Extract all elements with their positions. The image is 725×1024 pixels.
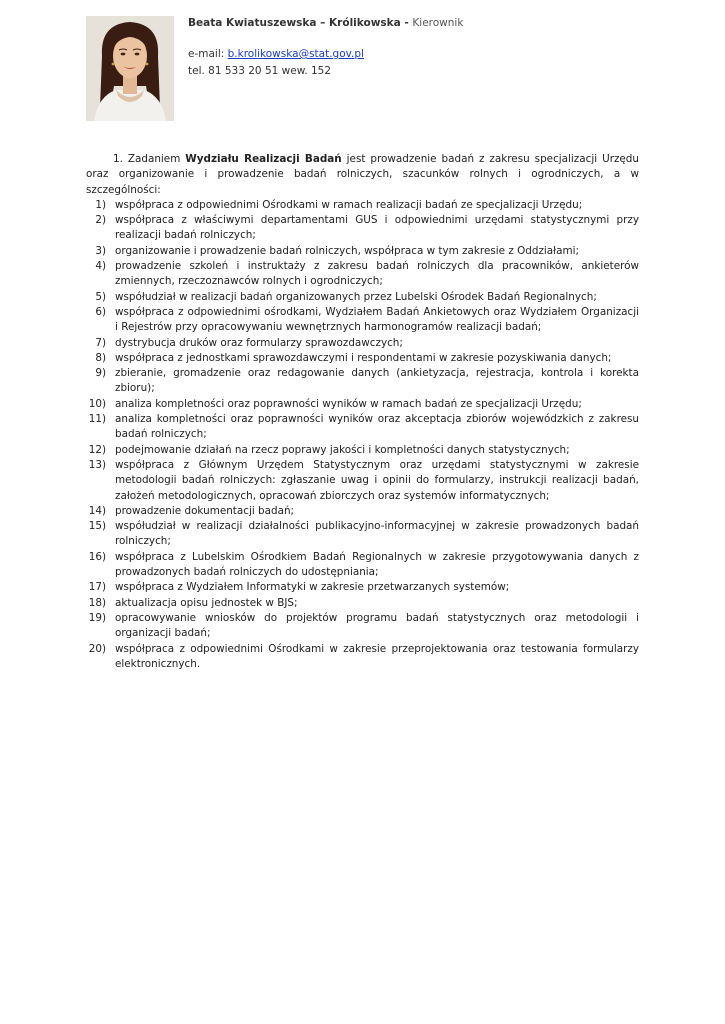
person-line xyxy=(188,16,463,30)
portrait-photo xyxy=(86,16,174,121)
list-item-number: 5) xyxy=(95,290,106,303)
list-item-text: dystrybucja druków oraz formularzy sprawozdawczych; xyxy=(115,336,403,349)
list-item-number: 13) xyxy=(88,458,106,471)
list-item xyxy=(86,504,639,519)
list-item-number: 10) xyxy=(88,397,106,410)
list-item xyxy=(86,290,639,305)
list-item xyxy=(86,198,639,213)
portrait-illustration xyxy=(86,16,174,121)
intro-suffix: jest prowadzenie badań z zakresu specjalizacji Urzędu oraz organizowanie i prowadzenie badań rolniczych, szacunków rolnych i ogrodniczych, a w szczególności: xyxy=(86,153,639,196)
list-item xyxy=(86,259,639,290)
list-item xyxy=(86,412,639,443)
email-link[interactable]: b.krolikowska@stat.gov.pl xyxy=(227,48,364,60)
document-body xyxy=(86,152,639,672)
list-item xyxy=(86,213,639,244)
person-name: Beata Kwiatuszewska – Królikowska - xyxy=(188,17,413,29)
intro-department: Wydziału Realizacji Badań xyxy=(185,153,342,165)
list-item-number: 8) xyxy=(95,351,106,364)
contact-block xyxy=(188,16,463,78)
list-item-text: prowadzenie dokumentacji badań; xyxy=(115,504,295,517)
list-item-text: współpraca z jednostkami sprawozdawczymi i respondentami w zakresie pozyskiwania danych; xyxy=(115,351,612,364)
list-item xyxy=(86,596,639,611)
email-label: e-mail: xyxy=(188,48,228,60)
list-item xyxy=(86,366,639,397)
list-item-text: współudział w realizacji działalności publikacyjno-informacyjnej w zakresie prowadzonych badań rolniczych; xyxy=(115,520,639,548)
list-item-number: 2) xyxy=(95,214,106,227)
list-item-text: współpraca z właściwymi departamentami GUS i odpowiednimi urzędami statystycznymi przy realizacji badań rolniczych; xyxy=(115,214,639,242)
list-item-text: współpraca z Lubelskim Ośrodkiem Badań Regionalnych w zakresie przygotowywania danych z prowadzonych badań rolniczych do udostępniania; xyxy=(115,550,639,579)
intro-paragraph xyxy=(86,152,639,198)
list-item-number: 7) xyxy=(95,336,106,349)
list-item-number: 4) xyxy=(95,260,106,273)
list-item-text: podejmowanie działań na rzecz poprawy jakości i kompletności danych statystycznych; xyxy=(115,443,570,456)
list-item xyxy=(86,611,639,642)
person-role: Kierownik xyxy=(412,17,464,29)
list-item xyxy=(86,305,639,336)
list-item-text: współpraca z odpowiednimi Ośrodkami w zakresie przeprojektowania oraz testowania formularzy elektronicznych. xyxy=(115,642,639,670)
list-item-text: aktualizacja opisu jednostek w BJS; xyxy=(115,596,298,609)
list-item-text: opracowywanie wniosków do projektów programu badań statystycznych oraz metodologii i organizacji badań; xyxy=(115,611,639,640)
task-list xyxy=(86,198,639,672)
list-item xyxy=(86,458,639,504)
list-item-text: współpraca z odpowiednimi ośrodkami, Wydziałem Badań Ankietowych oraz Wydziałem Organizacji i Rejestrów przy opracowywaniu wewnętrznych harmonogramów realizacji badań; xyxy=(115,305,639,334)
list-item-number: 14) xyxy=(88,504,106,517)
list-item xyxy=(86,519,639,550)
list-item-number: 11) xyxy=(88,413,106,426)
list-item-text: analiza kompletności oraz poprawności wyników oraz akceptacja zbiorów wojewódzkich z zakresu badań rolniczych; xyxy=(115,413,639,441)
list-item-number: 18) xyxy=(88,596,106,609)
list-item xyxy=(86,336,639,351)
list-item-number: 1) xyxy=(95,198,106,211)
email-line xyxy=(188,47,463,61)
list-item xyxy=(86,642,639,673)
list-item-text: analiza kompletności oraz poprawności wyników w ramach badań ze specjalizacji Urzędu; xyxy=(115,397,582,410)
list-item-text: zbieranie, gromadzenie oraz redagowanie danych (ankietyzacja, rejestracja, kontrola i korekta zbioru); xyxy=(115,367,639,395)
list-item-number: 17) xyxy=(88,581,106,594)
list-item-text: współpraca z odpowiednimi Ośrodkami w ramach realizacji badań ze specjalizacji Urzędu; xyxy=(115,198,583,211)
list-item-number: 16) xyxy=(88,550,106,563)
list-item xyxy=(86,244,639,259)
list-item-number: 15) xyxy=(88,520,106,533)
list-item-number: 9) xyxy=(95,367,106,380)
list-item-number: 6) xyxy=(95,305,106,318)
list-item-text: prowadzenie szkoleń i instruktaży z zakresu badań rolniczych dla pracowników, ankieterów zmiennych, rzeczoznawców rolnych i ogrodniczych; xyxy=(115,260,639,288)
list-item xyxy=(86,443,639,458)
list-item-number: 20) xyxy=(88,642,106,655)
list-item-text: organizowanie i prowadzenie badań rolniczych, współpraca w tym zakresie z Oddziałami; xyxy=(115,244,580,257)
list-item-text: współpraca z Głównym Urzędem Statystycznym oraz urzędami statystycznymi w zakresie metodologii badań rolniczych: zgłaszanie uwag i opinii do formularzy, instrukcji realizacji badań, założeń metodologicznych, opracowań zbiorczych oraz systemów informatycznych; xyxy=(115,458,639,502)
list-item-number: 12) xyxy=(88,443,106,456)
list-item xyxy=(86,580,639,595)
list-item xyxy=(86,550,639,581)
list-item xyxy=(86,351,639,366)
list-item xyxy=(86,397,639,412)
list-item-number: 19) xyxy=(88,611,106,624)
list-item-text: współpraca z Wydziałem Informatyki w zakresie przetwarzanych systemów; xyxy=(115,581,510,594)
list-item-number: 3) xyxy=(95,244,106,257)
list-item-text: współudział w realizacji badań organizowanych przez Lubelski Ośrodek Badań Regionalnych; xyxy=(115,290,597,303)
phone-number: tel. 81 533 20 51 wew. 152 xyxy=(188,65,332,77)
intro-prefix: 1. Zadaniem xyxy=(113,153,186,165)
